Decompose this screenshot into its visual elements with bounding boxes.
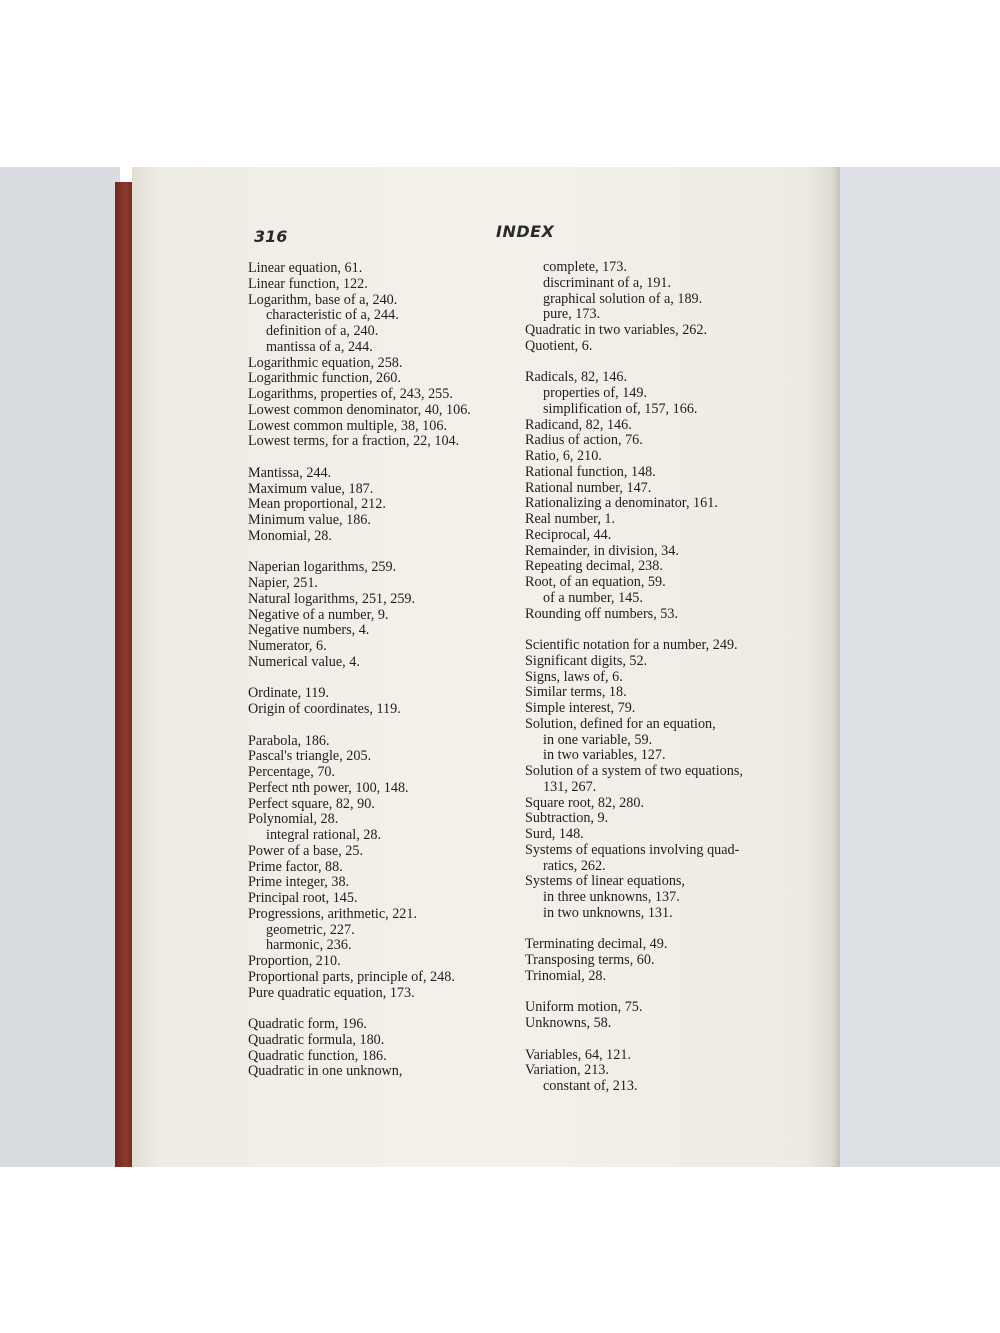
index-entry: Simple interest, 79.: [525, 700, 636, 716]
index-subentry: complete, 173.: [543, 259, 627, 275]
index-entry: Logarithmic function, 260.: [248, 370, 401, 387]
index-entry: Variation, 213.: [525, 1062, 609, 1079]
index-subentry: simplification of, 157, 166.: [543, 400, 698, 417]
index-entry: Pure quadratic equation, 173.: [248, 984, 415, 1001]
index-entry: Trinomial, 28.: [525, 967, 607, 984]
index-entry: Ordinate, 119.: [248, 685, 330, 702]
index-entry: Maximum value, 187.: [248, 480, 374, 497]
index-entry: Quadratic function, 186.: [248, 1047, 387, 1064]
book-page: [132, 167, 840, 1167]
index-entry: Lowest common denominator, 40, 106.: [248, 401, 471, 418]
index-entry: Radicand, 82, 146.: [525, 416, 632, 433]
entry-gap: [248, 1001, 528, 1017]
index-entry: Percentage, 70.: [248, 764, 336, 780]
entry-gap: [525, 985, 825, 1001]
entry-gap: [248, 718, 528, 734]
index-subentry: geometric, 227.: [266, 921, 355, 938]
index-subentry: harmonic, 236.: [266, 937, 352, 954]
index-entry: Perfect nth power, 100, 148.: [248, 779, 409, 796]
index-entry: Pascal's triangle, 205.: [248, 748, 372, 765]
index-entry: Prime integer, 38.: [248, 874, 350, 891]
index-entry: Subtraction, 9.: [525, 810, 609, 827]
index-entry: Polynomial, 28.: [248, 811, 339, 828]
index-subentry: mantissa of a, 244.: [266, 338, 373, 355]
index-entry: Lowest terms, for a fraction, 22, 104.: [248, 433, 460, 450]
index-subentry: ratics, 262.: [543, 857, 606, 874]
index-subentry: in one variable, 59.: [543, 731, 653, 748]
index-entry: Linear function, 122.: [248, 275, 368, 292]
entry-gap: [248, 450, 528, 466]
index-entry: Quotient, 6.: [525, 337, 593, 354]
index-subentry: 131, 267.: [543, 778, 597, 795]
index-entry: Remainder, in division, 34.: [525, 542, 679, 559]
index-column-right: [525, 260, 825, 1095]
index-subentry: in two unknowns, 131.: [543, 904, 673, 921]
index-entry: Quadratic in one unknown,: [248, 1063, 403, 1080]
index-entry: Logarithm, base of a, 240.: [248, 291, 398, 308]
index-entry: Systems of equations involving quad-: [525, 841, 740, 858]
running-head: INDEX: [496, 222, 555, 241]
index-entry: Proportion, 210.: [248, 953, 341, 969]
index-entry: Solution, defined for an equation,: [525, 715, 716, 732]
index-entry: Repeating decimal, 238.: [525, 558, 663, 575]
index-entry: Natural logarithms, 251, 259.: [248, 590, 416, 607]
index-entry: Proportional parts, principle of, 248.: [248, 968, 455, 985]
index-entry: Unknowns, 58.: [525, 1015, 612, 1031]
index-subentry: discriminant of a, 191.: [543, 274, 672, 291]
entry-gap: [525, 922, 825, 938]
entry-gap: [525, 1032, 825, 1048]
page-number: 316: [254, 227, 288, 246]
index-entry: Negative of a number, 9.: [248, 606, 389, 623]
index-entry: Real number, 1.: [525, 511, 616, 527]
index-entry: Reciprocal, 44.: [525, 526, 612, 543]
index-entry: Scientific notation for a number, 249.: [525, 637, 738, 653]
index-entry: Radius of action, 76.: [525, 432, 643, 449]
index-entry: Rationalizing a denominator, 161.: [525, 495, 718, 512]
index-entry: Logarithms, properties of, 243, 255.: [248, 386, 453, 402]
index-subentry: pure, 173.: [543, 306, 601, 323]
index-entry: Radicals, 82, 146.: [525, 369, 628, 386]
index-entry: Minimum value, 186.: [248, 512, 371, 528]
index-entry: Monomial, 28.: [248, 527, 332, 544]
index-entry: Systems of linear equations,: [525, 873, 685, 890]
index-entry: Prime factor, 88.: [248, 858, 343, 875]
index-entry: Numerical value, 4.: [248, 653, 360, 670]
index-entry: Transposing terms, 60.: [525, 952, 655, 968]
index-entry: Terminating decimal, 49.: [525, 936, 668, 953]
index-entry: Mantissa, 244.: [248, 464, 332, 481]
index-entry: Significant digits, 52.: [525, 652, 648, 669]
index-entry: Root, of an equation, 59.: [525, 574, 666, 590]
index-entry: Linear equation, 61.: [248, 260, 363, 276]
index-entry: Signs, laws of, 6.: [525, 668, 623, 685]
index-entry: Principal root, 145.: [248, 890, 358, 906]
index-entry: Lowest common multiple, 38, 106.: [248, 417, 447, 434]
entry-gap: [525, 622, 825, 638]
index-entry: Quadratic form, 196.: [248, 1016, 367, 1032]
index-subentry: constant of, 213.: [543, 1078, 638, 1094]
index-subentry: definition of a, 240.: [266, 323, 379, 339]
index-entry: Naperian logarithms, 259.: [248, 559, 397, 576]
facing-page-edge: [838, 167, 1000, 1167]
background-left: [0, 167, 120, 1167]
index-entry: Variables, 64, 121.: [525, 1046, 631, 1063]
index-entry: Origin of coordinates, 119.: [248, 701, 401, 717]
index-entry: Ratio, 6, 210.: [525, 448, 602, 464]
index-entry: Surd, 148.: [525, 826, 584, 842]
index-entry: Quadratic formula, 180.: [248, 1031, 385, 1048]
index-subentry: of a number, 145.: [543, 589, 643, 606]
index-entry: Numerator, 6.: [248, 638, 327, 654]
index-entry: Uniform motion, 75.: [525, 999, 643, 1016]
index-subentry: in three unknowns, 137.: [543, 889, 680, 905]
index-subentry: properties of, 149.: [543, 385, 648, 401]
index-entry: Similar terms, 18.: [525, 684, 627, 701]
index-entry: Rational number, 147.: [525, 479, 652, 496]
index-entry: Square root, 82, 280.: [525, 794, 645, 811]
index-entry: Progressions, arithmetic, 221.: [248, 905, 418, 922]
gutter-shadow: [832, 167, 840, 1167]
index-entry: Negative numbers, 4.: [248, 622, 370, 639]
index-entry: Rational function, 148.: [525, 463, 656, 480]
index-entry: Power of a base, 25.: [248, 842, 364, 859]
index-entry: Solution of a system of two equations,: [525, 763, 743, 779]
index-entry: Mean proportional, 212.: [248, 496, 386, 513]
index-entry: Rounding off numbers, 53.: [525, 605, 679, 622]
index-subentry: characteristic of a, 244.: [266, 307, 399, 324]
index-subentry: graphical solution of a, 189.: [543, 290, 703, 307]
index-entry: Perfect square, 82, 90.: [248, 795, 375, 812]
entry-gap: [248, 671, 528, 687]
entry-gap: [525, 355, 825, 371]
index-entry: Napier, 251.: [248, 575, 318, 591]
index-column-left: [248, 261, 528, 1080]
index-entry: Logarithmic equation, 258.: [248, 354, 403, 371]
index-subentry: in two variables, 127.: [543, 747, 666, 764]
index-subentry: integral rational, 28.: [266, 827, 382, 843]
index-entry: Parabola, 186.: [248, 732, 330, 749]
index-entry: Quadratic in two variables, 262.: [525, 322, 708, 338]
entry-gap: [248, 545, 528, 561]
